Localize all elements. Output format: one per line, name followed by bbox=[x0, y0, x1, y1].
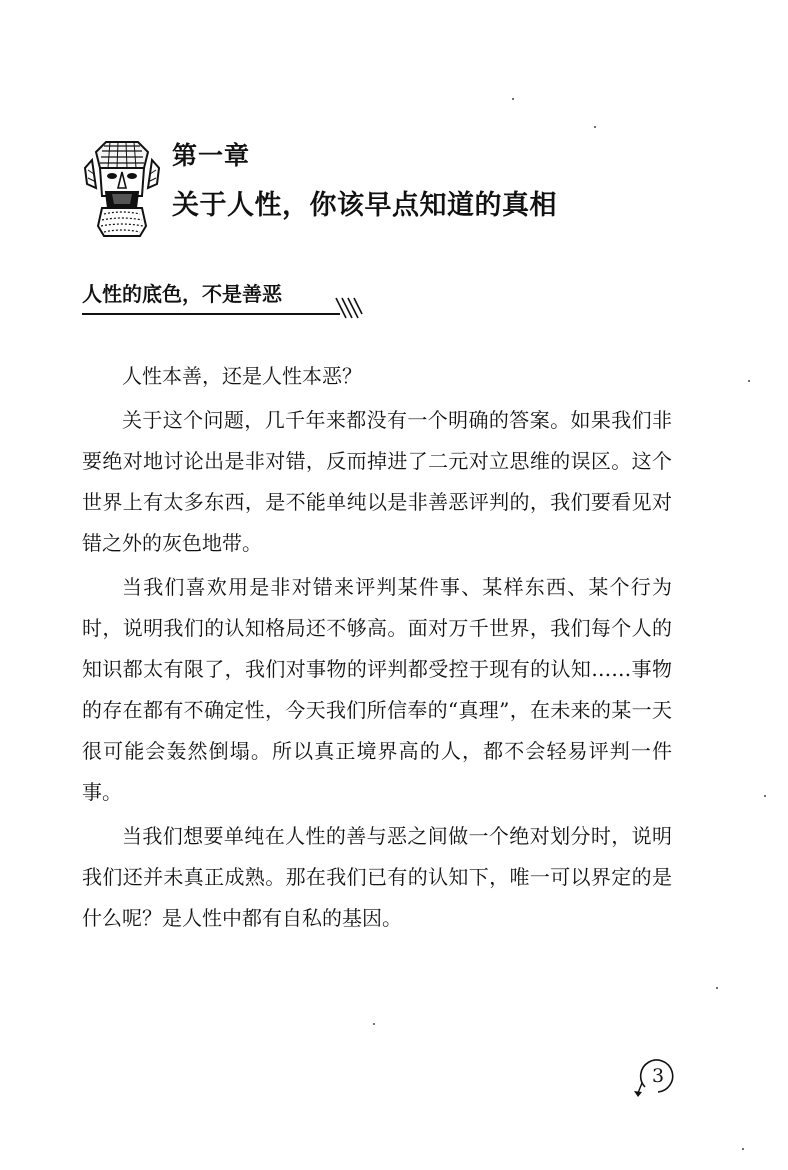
scan-speck bbox=[716, 987, 718, 989]
scan-speck bbox=[512, 98, 514, 100]
hatch-mark-icon bbox=[334, 292, 364, 320]
paragraph: 关于这个问题，几千年来都没有一个明确的答案。如果我们非要绝对地讨论出是非对错，反而掉进了二元对立思维的误区。这个世界上有太多东西，是不能单纯以是非善恶评判的，我们要看见对错之外的灰色地带。 bbox=[82, 408, 672, 555]
section-heading bbox=[82, 278, 382, 324]
section-underline bbox=[82, 313, 340, 315]
paragraph: 人性本善，还是人性本恶？ bbox=[122, 364, 362, 388]
chapter-title: 关于人性，你该早点知道的真相 bbox=[172, 190, 557, 221]
body-text bbox=[82, 356, 672, 942]
page-number-badge bbox=[633, 1057, 683, 1103]
section-heading-text: 人性的底色，不是善恶 bbox=[82, 282, 282, 306]
page-number: 3 bbox=[651, 1065, 665, 1087]
scan-speck bbox=[742, 1148, 744, 1150]
scan-speck bbox=[373, 1023, 375, 1025]
scan-speck bbox=[748, 380, 750, 382]
paragraph: 当我们想要单纯在人性的善与恶之间做一个绝对划分时，说明我们还并未真正成熟。那在我们已有的认知下，唯一可以界定的是什么呢？是人性中都有自私的基因。 bbox=[82, 824, 672, 930]
ancient-figure-icon bbox=[82, 138, 162, 238]
paragraph: 当我们喜欢用是非对错来评判某件事、某样东西、某个行为时，说明我们的认知格局还不够高。面对万千世界，我们每个人的知识都太有限了，我们对事物的评判都受控于现有的认知……事物的存在都有不确定性，今天我们所信奉的“真理”，在未来的某一天很可能会轰然倒塌。所以真正境界高的人，都不会轻易评判一件事。 bbox=[82, 575, 672, 804]
scan-speck bbox=[764, 795, 766, 797]
scan-speck bbox=[594, 126, 596, 128]
chapter-number: 第一章 bbox=[172, 141, 251, 170]
